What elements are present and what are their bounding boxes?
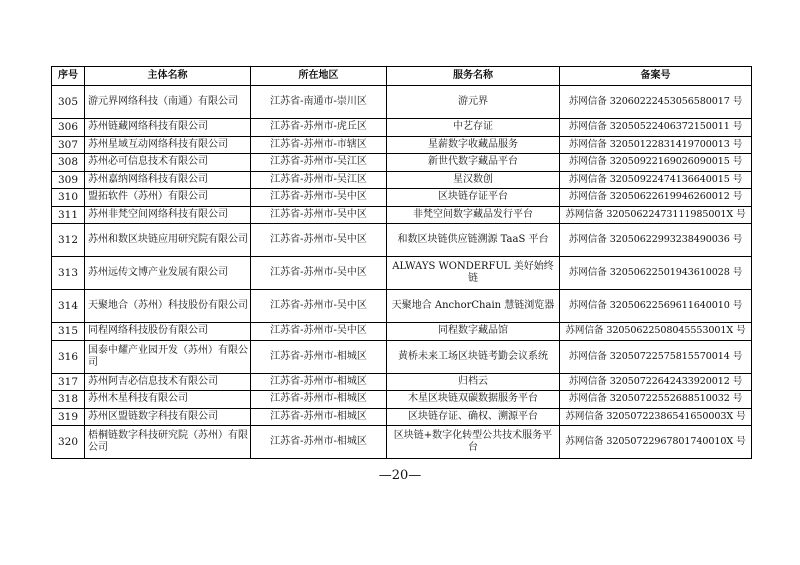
row-region: 江苏省-苏州市-虎丘区: [251, 119, 387, 137]
row-filing-number: 苏网信备 32050622508045553001X 号: [560, 323, 752, 341]
row-region: 江苏省-苏州市-相城区: [251, 373, 387, 391]
row-index: 306: [52, 119, 85, 137]
page-number: —20—: [378, 468, 422, 483]
row-filing-number: 苏网信备 32050622569611640010 号: [560, 290, 752, 323]
row-filing-number: 苏网信备 32060222453056580017 号: [560, 86, 752, 119]
row-entity-name: 苏州必可信息技术有限公司: [85, 154, 251, 172]
row-region: 江苏省-苏州市-市辖区: [251, 136, 387, 154]
row-filing-number: 苏网信备 32050622619946260012 号: [560, 189, 752, 207]
row-entity-name: 苏州区盟链数字科技有限公司: [85, 408, 251, 426]
table-row: [52, 136, 752, 154]
row-service-name: 归档云: [387, 373, 560, 391]
table-row: [52, 391, 752, 409]
row-region: 江苏省-苏州市-相城区: [251, 340, 387, 373]
row-index: 316: [52, 340, 85, 373]
table-row: [52, 189, 752, 207]
row-index: 320: [52, 426, 85, 459]
row-filing-number: 苏网信备 32050922169026090015 号: [560, 154, 752, 172]
row-service-name: 黄桥未来工场区块链考勤会议系统: [387, 340, 560, 373]
row-filing-number: 苏网信备 32050122831419700013 号: [560, 136, 752, 154]
row-entity-name: 苏州阿吉必信息技术有限公司: [85, 373, 251, 391]
row-service-name: 非梵空间数字藏品发行平台: [387, 206, 560, 224]
table-row: [52, 323, 752, 341]
row-entity-name: 同程网络科技股份有限公司: [85, 323, 251, 341]
row-index: 314: [52, 290, 85, 323]
row-region: 江苏省-苏州市-吴中区: [251, 290, 387, 323]
row-entity-name: 苏州远传文博产业发展有限公司: [85, 257, 251, 290]
row-region: 江苏省-苏州市-相城区: [251, 408, 387, 426]
row-filing-number: 苏网信备 32050722386541650003X 号: [560, 408, 752, 426]
row-entity-name: 苏州木星科技有限公司: [85, 391, 251, 409]
table-row: [52, 426, 752, 459]
row-service-name: 区块链存证、确权、溯源平台: [387, 408, 560, 426]
table-row: [52, 206, 752, 224]
table-row: [52, 171, 752, 189]
row-entity-name: 盟拓软件（苏州）有限公司: [85, 189, 251, 207]
table-row: [52, 373, 752, 391]
row-service-name: ALWAYS WONDERFUL 美好始终链: [387, 257, 560, 290]
row-index: 313: [52, 257, 85, 290]
row-index: 307: [52, 136, 85, 154]
table-row: [52, 154, 752, 172]
row-region: 江苏省-南通市-崇川区: [251, 86, 387, 119]
row-filing-number: 苏网信备 32050722642433920012 号: [560, 373, 752, 391]
table-row: [52, 257, 752, 290]
row-filing-number: 苏网信备 32050622473111985001X 号: [560, 206, 752, 224]
row-service-name: 天聚地合 AnchorChain 慧链浏览器: [387, 290, 560, 323]
row-entity-name: 苏州和数区块链应用研究院有限公司: [85, 224, 251, 257]
table-row: [52, 290, 752, 323]
header-service-name: 服务名称: [387, 67, 560, 86]
row-service-name: 木星区块链双碳数据服务平台: [387, 391, 560, 409]
row-filing-number: 苏网信备 32050722575815570014 号: [560, 340, 752, 373]
table-row: [52, 224, 752, 257]
header-filing-number: 备案号: [560, 67, 752, 86]
table-row: [52, 340, 752, 373]
row-entity-name: 国泰中耀产业园开发（苏州）有限公司: [85, 340, 251, 373]
table-header-row: [52, 67, 752, 86]
row-region: 江苏省-苏州市-吴江区: [251, 154, 387, 172]
row-region: 江苏省-苏州市-吴中区: [251, 189, 387, 207]
table-body: [52, 86, 752, 459]
row-region: 江苏省-苏州市-吴江区: [251, 171, 387, 189]
row-service-name: 游元界: [387, 86, 560, 119]
row-service-name: 中艺存证: [387, 119, 560, 137]
row-index: 317: [52, 373, 85, 391]
row-region: 江苏省-苏州市-吴中区: [251, 257, 387, 290]
header-index: 序号: [52, 67, 85, 86]
row-entity-name: 苏州嘉纳网络科技有限公司: [85, 171, 251, 189]
row-region: 江苏省-苏州市-吴中区: [251, 323, 387, 341]
row-entity-name: 苏州链藏网络科技有限公司: [85, 119, 251, 137]
row-service-name: 同程数字藏品馆: [387, 323, 560, 341]
row-index: 311: [52, 206, 85, 224]
row-index: 308: [52, 154, 85, 172]
row-entity-name: 梧桐链数字科技研究院（苏州）有限公司: [85, 426, 251, 459]
row-filing-number: 苏网信备 32050722552688510032 号: [560, 391, 752, 409]
row-region: 江苏省-苏州市-吴中区: [251, 224, 387, 257]
row-service-name: 和数区块链供应链溯源 TaaS 平台: [387, 224, 560, 257]
row-entity-name: 苏州星域互动网络科技有限公司: [85, 136, 251, 154]
header-entity-name: 主体名称: [85, 67, 251, 86]
row-region: 江苏省-苏州市-吴中区: [251, 206, 387, 224]
row-index: 312: [52, 224, 85, 257]
row-filing-number: 苏网信备 32050922474136640015 号: [560, 171, 752, 189]
row-index: 315: [52, 323, 85, 341]
row-region: 江苏省-苏州市-相城区: [251, 391, 387, 409]
row-filing-number: 苏网信备 32050722967801740010X 号: [560, 426, 752, 459]
row-service-name: 星汉数创: [387, 171, 560, 189]
row-entity-name: 游元界网络科技（南通）有限公司: [85, 86, 251, 119]
row-filing-number: 苏网信备 32050522406372150011 号: [560, 119, 752, 137]
row-service-name: 区块链+数字化转型公共技术服务平台: [387, 426, 560, 459]
table-row: [52, 408, 752, 426]
row-index: 318: [52, 391, 85, 409]
row-filing-number: 苏网信备 32050622501943610028 号: [560, 257, 752, 290]
row-region: 江苏省-苏州市-相城区: [251, 426, 387, 459]
row-entity-name: 苏州非梵空间网络科技有限公司: [85, 206, 251, 224]
row-entity-name: 天聚地合（苏州）科技股份有限公司: [85, 290, 251, 323]
table-row: [52, 119, 752, 137]
row-service-name: 区块链存证平台: [387, 189, 560, 207]
row-index: 309: [52, 171, 85, 189]
row-filing-number: 苏网信备 32050622993238490036 号: [560, 224, 752, 257]
row-index: 310: [52, 189, 85, 207]
table-row: [52, 86, 752, 119]
registry-table: [51, 66, 752, 459]
row-service-name: 星薪数字收藏品服务: [387, 136, 560, 154]
row-service-name: 新世代数字藏品平台: [387, 154, 560, 172]
row-index: 305: [52, 86, 85, 119]
header-region: 所在地区: [251, 67, 387, 86]
row-index: 319: [52, 408, 85, 426]
